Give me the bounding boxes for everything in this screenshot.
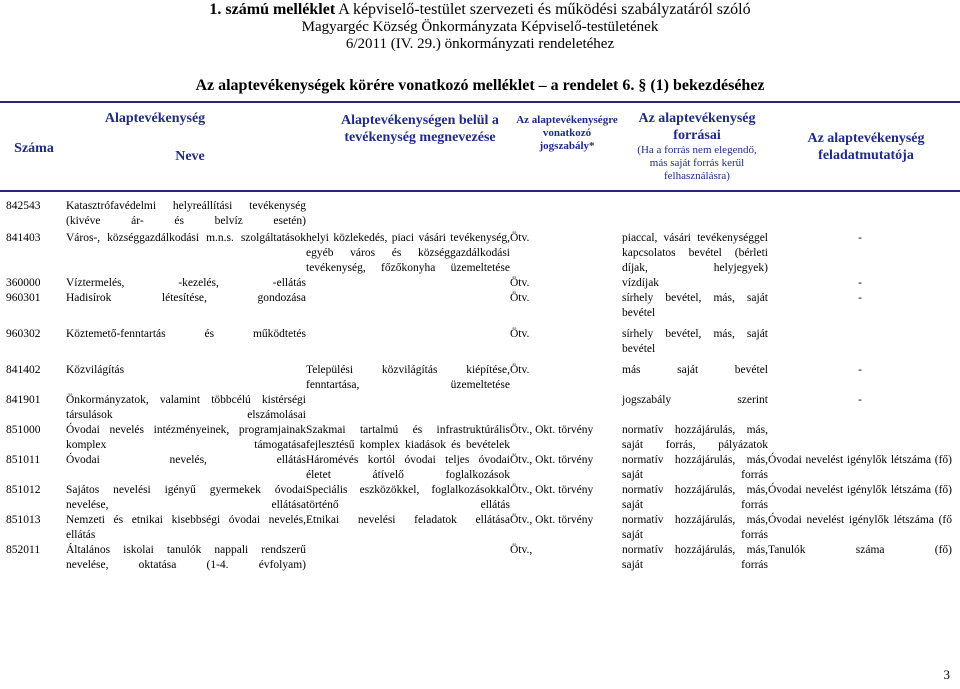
row-source: normatív hozzájárulás, más, saját forrás, pályázatok — [622, 424, 768, 451]
row-indicator — [768, 321, 952, 357]
document-title-line2: Magyargéc Község Önkormányzata Képviselő-testületének — [301, 19, 659, 35]
row-source: jogszabály szerint — [622, 394, 768, 406]
row-law: Ötv. — [510, 277, 530, 289]
row-number: 851012 — [6, 484, 41, 496]
row-law: Ötv., Okt. törvény — [510, 484, 594, 496]
row-indicator: - — [858, 232, 862, 244]
row-name: Katasztrófavédelmi helyreállítási tevékenység (kivéve ár- és belvíz esetén) — [66, 200, 306, 227]
row-activity: Szakmai tartalmú és infrastruktúrális fejlesztésű komplex kiadások és bevételek — [306, 424, 510, 451]
row-name: Hadisírok létesítése, gondozása — [66, 292, 306, 304]
row-number: 851013 — [6, 514, 41, 526]
row-number: 851011 — [6, 454, 41, 466]
row-law: Ötv., Okt. törvény — [510, 454, 594, 466]
row-law — [510, 199, 622, 229]
row-indicator: Tanulók száma (fő) — [768, 544, 952, 556]
table-row — [6, 393, 952, 423]
col-header-neve: Neve — [175, 149, 205, 164]
row-activity — [306, 393, 510, 423]
row-name: Sajátos nevelési igényű gyermekek óvodai nevelése, ellátása — [66, 484, 306, 511]
row-activity: Háromévés kortól óvodai teljes óvodai életet átívelő foglalkozások — [306, 454, 510, 481]
row-indicator: - — [858, 292, 862, 304]
row-activity: helyi közlekedés, piaci vásári tevékenység, egyéb város és községgazdálkodási tevékenység, főzőkonyha üzemeltetése — [306, 232, 510, 274]
row-source: normatív hozzájárulás, más, saját forrás — [622, 514, 768, 541]
row-source: más saját bevétel — [622, 364, 768, 376]
row-indicator: - — [858, 364, 862, 376]
table-row — [6, 483, 952, 513]
row-name: Általános iskolai tanulók nappali rendszerű nevelése, oktatása (1-4. évfolyam) — [66, 544, 306, 571]
document-title: 1. számú melléklet A képviselő-testület szervezeti és működési szabályzatáról szóló — [209, 1, 751, 18]
row-source: normatív hozzájárulás, más, saját forrás — [622, 544, 768, 571]
row-name: Óvodai nevelés intézményeinek, programjainak komplex támogatása — [66, 424, 306, 451]
row-activity — [306, 543, 510, 573]
col-header-forrasai — [628, 110, 766, 183]
activities-table — [6, 199, 952, 573]
row-law: Ötv., Okt. törvény — [510, 514, 594, 526]
row-number: 842543 — [6, 200, 41, 212]
row-indicator: - — [858, 394, 862, 406]
row-law: Ötv. — [510, 328, 530, 340]
col-header-jogszabaly: Az alaptevékenységre vonatkozó jogszabály* — [516, 114, 618, 152]
col-header-forrasai-title: Az alaptevékenység forrásai — [638, 111, 756, 143]
row-activity — [306, 291, 510, 321]
table-row — [6, 229, 952, 276]
table-row — [6, 543, 952, 573]
row-name: Önkormányzatok, valamint többcélú kistérségi társulások elszámolásai — [66, 394, 306, 421]
row-indicator: - — [858, 277, 862, 289]
row-name: Víztermelés, -kezelés, -ellátás — [66, 277, 306, 289]
table-row — [6, 199, 952, 229]
row-name: Város-, községgazdálkodási m.n.s. szolgáltatások — [66, 232, 306, 244]
row-number: 841901 — [6, 394, 41, 406]
row-number: 852011 — [6, 544, 41, 556]
col-header-szama: Száma — [14, 141, 54, 156]
document-subtitle: Az alaptevékenységek körére vonatkozó melléklet – a rendelet 6. § (1) bekezdéséhez — [195, 77, 765, 94]
row-law: Ötv., — [510, 544, 533, 556]
row-indicator — [768, 423, 952, 453]
row-name: Köztemető-fenntartás és működtetés — [66, 328, 306, 340]
row-number: 851000 — [6, 424, 41, 436]
table-row — [6, 291, 952, 321]
page-number: 3 — [943, 667, 950, 682]
row-indicator: Óvodai nevelést igénylők létszáma (fő) — [768, 454, 952, 466]
row-source: normatív hozzájárulás, más, saját forrás — [622, 454, 768, 481]
row-law: Ötv., Okt. törvény — [510, 424, 594, 436]
col-header-belul: Alaptevékenységen belül a tevékenység megnevezése — [341, 113, 499, 145]
col-header-forrasai-note: (Ha a forrás nem elegendő, más saját forrás kerül felhasználásra) — [637, 144, 757, 182]
row-number: 960302 — [6, 328, 41, 340]
row-indicator — [768, 199, 952, 229]
header-bottom-rule — [0, 190, 960, 192]
row-law: Ötv. — [510, 232, 530, 244]
row-activity — [306, 321, 510, 357]
row-name: Nemzeti és etnikai kisebbségi óvodai nevelés, ellátás — [66, 514, 306, 541]
row-name: Közvilágítás — [66, 364, 125, 376]
table-row — [6, 423, 952, 453]
row-number: 360000 — [6, 277, 41, 289]
row-law — [510, 393, 622, 423]
row-indicator: Óvodai nevelést igénylők létszáma (fő) — [768, 484, 952, 496]
table-row — [6, 276, 952, 291]
row-number: 960301 — [6, 292, 41, 304]
table-row — [6, 357, 952, 393]
col-header-mutato: Az alaptevékenység feladatmutatója — [807, 131, 925, 163]
row-source: normatív hozzájárulás, más, saját forrás — [622, 484, 768, 511]
row-activity: Települési közvilágítás kiépítése, fenntartása, üzemeltetése — [306, 364, 510, 391]
document-title-line3: 6/2011 (IV. 29.) önkormányzati rendeletéhez — [345, 36, 615, 52]
col-header-alaptevekenyseg: Alaptevékenység — [104, 111, 206, 126]
row-source: vízdíjak — [622, 277, 660, 289]
row-name: Óvodai nevelés, ellátás — [66, 454, 306, 466]
header-top-rule — [0, 101, 960, 103]
row-law: Ötv. — [510, 292, 530, 304]
row-activity — [306, 199, 510, 229]
row-source: sírhely bevétel, más, saját bevétel — [622, 328, 768, 355]
table-row — [6, 453, 952, 483]
table-row — [6, 513, 952, 543]
row-law: Ötv. — [510, 364, 530, 376]
row-number: 841402 — [6, 364, 41, 376]
row-activity: Speciális eszközökkel, foglalkozásokkal történő ellátás — [306, 484, 510, 511]
table-row — [6, 321, 952, 357]
row-number: 841403 — [6, 232, 41, 244]
row-activity — [306, 276, 510, 291]
row-source — [622, 199, 768, 229]
row-source: sírhely bevétel, más, saját bevétel — [622, 292, 768, 319]
row-source: piaccal, vásári tevékenységgel kapcsolatos bevétel (bérleti díjak, helyjegyek) — [622, 232, 768, 274]
row-activity: Etnikai nevelési feladatok ellátása — [306, 514, 510, 526]
row-indicator: Óvodai nevelést igénylők létszáma (fő — [768, 514, 952, 526]
